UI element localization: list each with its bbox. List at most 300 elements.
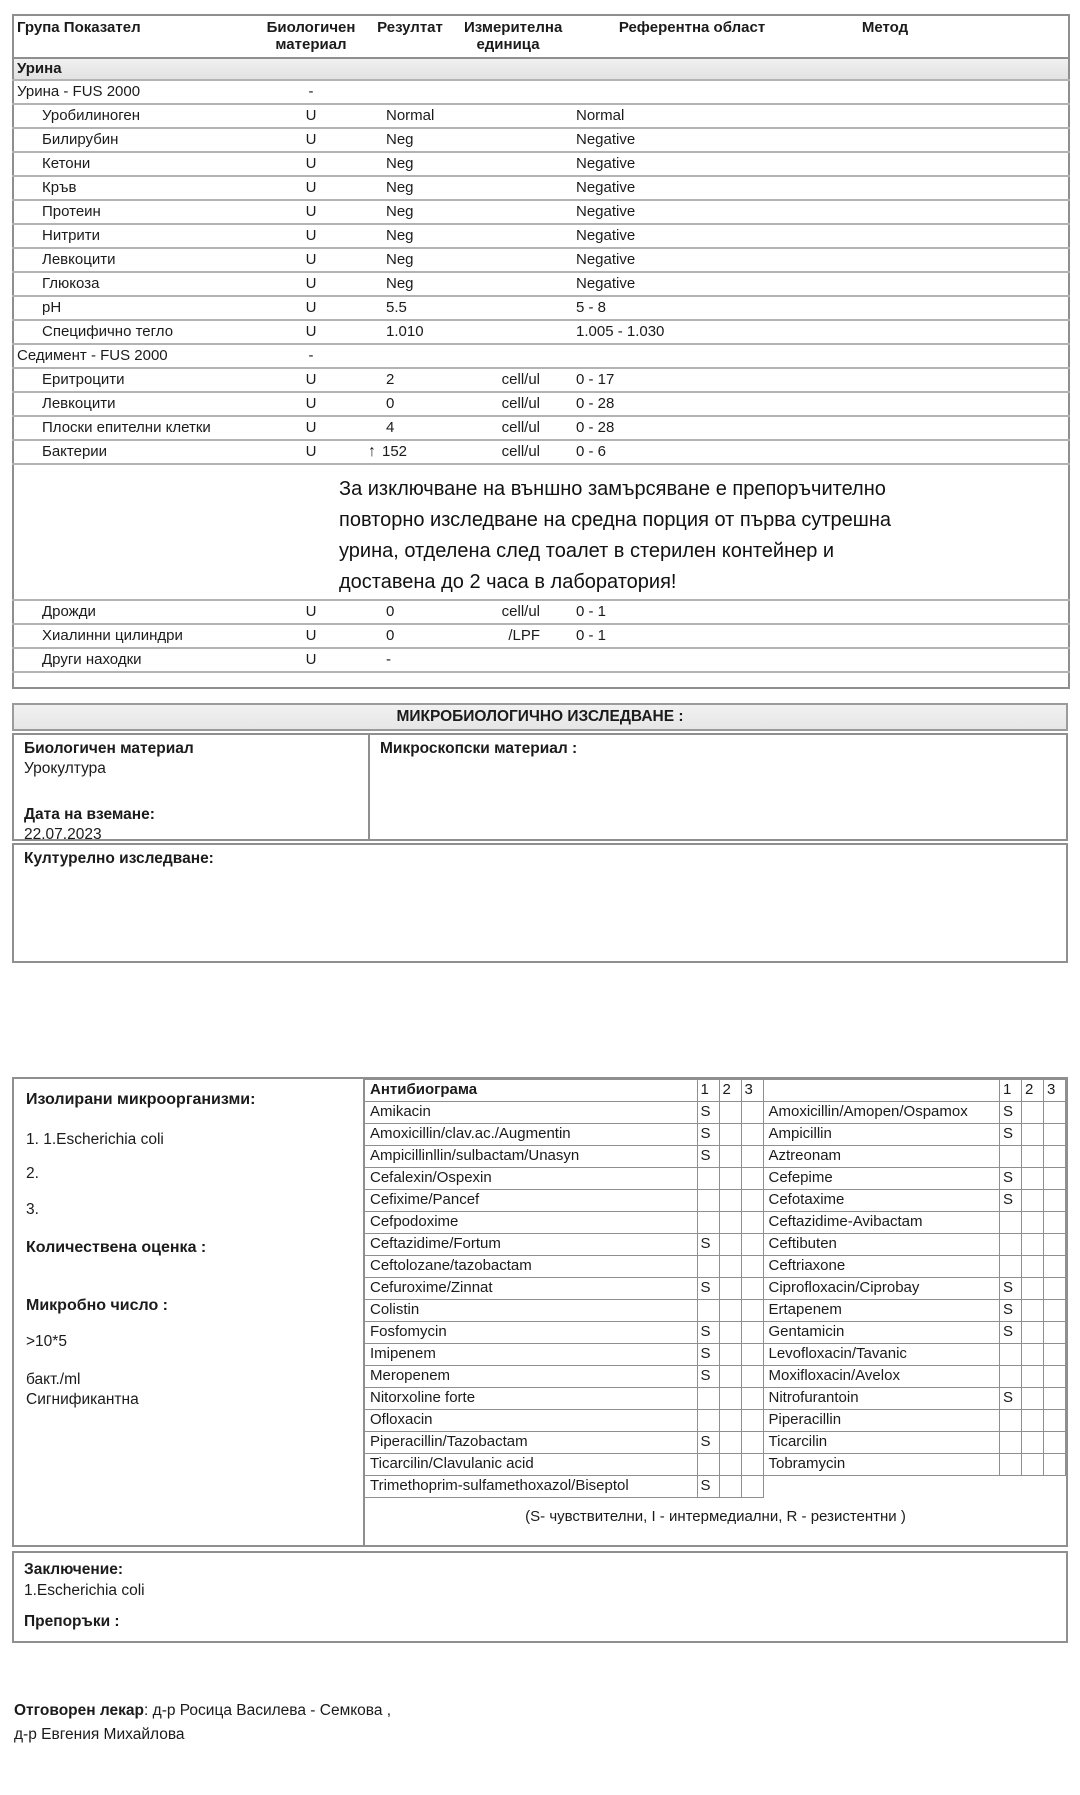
antibiotic-name: Cefalexin/Ospexin [365,1168,697,1190]
antibiotic-name: Ticarcilin/Clavulanic acid [365,1454,697,1476]
method-value [832,128,1069,152]
result-value: 4 [356,416,464,440]
unit-value [464,200,552,224]
reference-range [552,80,832,104]
antibiotic-name: Ofloxacin [365,1410,697,1432]
susceptibility-mark [719,1190,741,1212]
susceptibility-mark [741,1300,763,1322]
susceptibility-mark [697,1168,719,1190]
empty-cell [13,672,1069,688]
result-value: Neg [356,152,464,176]
doctor-names-line1: : д-р Росица Василева - Семкова , [144,1702,392,1719]
antibiotic-name: Ciprofloxacin/Ciprobay [764,1278,1000,1300]
susceptibility-mark [1022,1278,1044,1300]
susceptibility-mark [741,1278,763,1300]
susceptibility-mark [1000,1256,1022,1278]
antibiotic-name: Cefepime [764,1168,1000,1190]
reference-range: 0 - 1 [552,600,832,624]
unit-value [464,344,552,368]
susceptibility-mark: S [1000,1190,1022,1212]
reference-range: Negative [552,248,832,272]
susceptibility-mark: S [697,1234,719,1256]
antibiotic-name: Amoxicillin/Amopen/Ospamox [764,1102,1000,1124]
indicator-name: Плоски епителни клетки [13,416,266,440]
indicator-name: Специфично тегло [13,320,266,344]
susceptibility-mark [741,1388,763,1410]
susceptibility-mark [741,1102,763,1124]
susceptibility-mark [697,1388,719,1410]
susceptibility-mark [1022,1124,1044,1146]
reference-range: 0 - 17 [552,368,832,392]
susceptibility-mark [741,1322,763,1344]
biomaterial-value: U [266,176,356,200]
antibiotic-name: Ceftriaxone [764,1256,1000,1278]
susceptibility-mark: S [697,1102,719,1124]
result-value: 0 [356,600,464,624]
urinalysis-row-section [13,58,1069,80]
urinalysis-header-row [13,15,1069,58]
urinalysis-row-param [13,104,1069,128]
susceptibility-mark: S [697,1124,719,1146]
method-value [832,80,1069,104]
indicator-name: Протеин [13,200,266,224]
antibiotic-name: Ceftazidime-Avibactam [764,1212,1000,1234]
antibiogram-header-row [365,1080,763,1102]
result-value: 2 [356,368,464,392]
susceptibility-mark [719,1124,741,1146]
indicator-name: pH [13,296,266,320]
antibiogram-row [365,1344,763,1366]
result-value: Normal [356,104,464,128]
antibiogram-row [365,1410,763,1432]
antibiotic-name: Imipenem [365,1344,697,1366]
doctor-label: Отговорен лекар [14,1702,145,1719]
method-value [832,416,1069,440]
antibiogram-row [365,1278,763,1300]
reference-range: 5 - 8 [552,296,832,320]
antibiotic-name: Cefpodoxime [365,1212,697,1234]
antibiotic-name: Nitorxoline forte [365,1388,697,1410]
antibiotic-name: Ampicillinllin/sulbactam/Unasyn [365,1146,697,1168]
susceptibility-mark [1022,1300,1044,1322]
isolates-panel [14,1079,365,1545]
antibiotic-name: Moxifloxacin/Avelox [764,1366,1000,1388]
isolates-antibiogram-box [12,1077,1068,1547]
susceptibility-mark [1044,1454,1066,1476]
unit-value [464,296,552,320]
susceptibility-mark [1044,1146,1066,1168]
isolate-3: 3. [26,1201,39,1218]
susceptibility-mark [697,1454,719,1476]
antibiotic-name: Trimethoprim-sulfamethoxazol/Biseptol [365,1476,697,1498]
antibiogram-row [365,1168,763,1190]
susceptibility-mark: S [697,1476,719,1498]
susceptibility-mark [1000,1234,1022,1256]
antibiogram-row [365,1212,763,1234]
col-header-result: Резултат [356,15,464,58]
susceptibility-mark [1044,1234,1066,1256]
biomaterial-value: U [266,296,356,320]
urinalysis-row-param [13,176,1069,200]
microbial-count-significance: Сигнификантна [26,1391,139,1408]
antibiogram-row [764,1190,1066,1212]
antibiogram-table-right [764,1079,1067,1476]
biomaterial-value: U [266,624,356,648]
susceptibility-mark [1000,1410,1022,1432]
quantitative-label: Количествена оценка : [26,1239,207,1256]
antibiogram-row [365,1190,763,1212]
antibiotic-name: Ertapenem [764,1300,1000,1322]
indicator-name: Билирубин [13,128,266,152]
biomaterial-value: U [266,200,356,224]
unit-value: cell/ul [464,416,552,440]
susceptibility-mark [741,1212,763,1234]
isolates-label: Изолирани микроорганизми: [26,1091,256,1108]
result-value [356,80,464,104]
antibiogram-row [365,1366,763,1388]
susceptibility-mark [1044,1190,1066,1212]
susceptibility-mark: S [1000,1388,1022,1410]
method-value [832,296,1069,320]
antibiotic-name: Ceftibuten [764,1234,1000,1256]
antibiogram-row [365,1234,763,1256]
unit-value [464,272,552,296]
susceptibility-mark [697,1190,719,1212]
microbial-count-unit: бакт./ml [26,1371,81,1388]
antibiogram-row [764,1124,1066,1146]
urine-note-text: За изключване на външно замърсяване е препоръчително повторно изследване на средна порция от първа сутрешна урина, отделена след тоалет в стерилен контейнер и доставена до 2 часа в лаборатория! [339,478,892,593]
biomaterial-value: U [266,272,356,296]
susceptibility-mark: S [1000,1322,1022,1344]
reference-range: Negative [552,224,832,248]
susceptibility-mark [697,1410,719,1432]
urinalysis-row-param [13,248,1069,272]
culture-label: Културелно изследване: [24,850,214,867]
antibiotic-name: Ceftolozane/tazobactam [365,1256,697,1278]
reference-range [552,648,832,672]
antibiogram-col-header: 2 [1022,1080,1044,1102]
antibiogram-title: Антибиограма [365,1080,697,1102]
susceptibility-mark: S [1000,1278,1022,1300]
microscopy-label: Микроскопски материал : [380,740,578,757]
indicator-name: Седимент - FUS 2000 [13,344,266,368]
biomaterial-value: U [266,152,356,176]
antibiogram-row [365,1124,763,1146]
susceptibility-mark [719,1432,741,1454]
antibiogram-row [365,1256,763,1278]
antibiogram-area [365,1079,1066,1545]
susceptibility-mark: S [1000,1102,1022,1124]
sampling-date-value: 22.07.2023 [24,826,102,843]
doctor-names-line2: д-р Евгения Михайлова [14,1726,185,1743]
antibiogram-row [764,1344,1066,1366]
urinalysis-row-param [13,392,1069,416]
susceptibility-mark [1044,1212,1066,1234]
susceptibility-mark: S [1000,1168,1022,1190]
antibiogram-row [764,1410,1066,1432]
antibiotic-name: Colistin [365,1300,697,1322]
urinalysis-row-group [13,80,1069,104]
col-header-biomaterial: Биологичен материал [266,15,356,58]
susceptibility-mark [1022,1344,1044,1366]
urinalysis-row-param [13,440,1069,464]
susceptibility-mark [697,1256,719,1278]
unit-value [464,224,552,248]
unit-value [464,80,552,104]
reference-range: 0 - 6 [552,440,832,464]
result-value: Neg [356,248,464,272]
biomaterial-value: U [266,368,356,392]
biomaterial-value: U [266,440,356,464]
antibiotic-name: Piperacillin [764,1410,1000,1432]
method-value [832,176,1069,200]
susceptibility-mark [1044,1322,1066,1344]
unit-value: cell/ul [464,368,552,392]
urinalysis-row-param [13,416,1069,440]
result-value: 0 [356,392,464,416]
indicator-name: Левкоцити [13,392,266,416]
susceptibility-mark: S [1000,1124,1022,1146]
urinalysis-row-param [13,200,1069,224]
antibiogram-header-row [764,1080,1066,1102]
method-value [832,320,1069,344]
susceptibility-mark [741,1146,763,1168]
susceptibility-mark [1044,1366,1066,1388]
method-value [832,368,1069,392]
susceptibility-mark [719,1300,741,1322]
susceptibility-mark [719,1476,741,1498]
susceptibility-mark [719,1256,741,1278]
antibiogram-table-left [365,1079,764,1498]
unit-value [464,248,552,272]
antibiotic-name: Meropenem [365,1366,697,1388]
biomaterial-label: Биологичен материал [24,740,194,757]
urinalysis-row-param [13,128,1069,152]
indicator-name: Глюкоза [13,272,266,296]
susceptibility-mark [1044,1432,1066,1454]
antibiogram-row [764,1432,1066,1454]
note-cell [266,464,1069,600]
urinalysis-row-param [13,272,1069,296]
result-value: Neg [356,176,464,200]
antibiogram-row [764,1234,1066,1256]
microbial-count-value: >10*5 [26,1333,67,1350]
susceptibility-mark [1000,1454,1022,1476]
unit-value [464,128,552,152]
unit-value [464,104,552,128]
high-arrow-icon: ↑ [368,443,376,460]
susceptibility-mark: S [1000,1300,1022,1322]
susceptibility-mark [1022,1190,1044,1212]
antibiotic-name: Aztreonam [764,1146,1000,1168]
antibiotic-name: Ticarcilin [764,1432,1000,1454]
susceptibility-mark [1044,1168,1066,1190]
antibiotic-name: Cefixime/Pancef [365,1190,697,1212]
microbial-count-label: Микробно число : [26,1297,169,1314]
susceptibility-mark [719,1102,741,1124]
antibiogram-row [764,1300,1066,1322]
susceptibility-mark [719,1388,741,1410]
unit-value [464,152,552,176]
susceptibility-mark [741,1454,763,1476]
method-value [832,648,1069,672]
unit-value [464,176,552,200]
sampling-date-label: Дата на вземане: [24,806,155,823]
method-value [832,152,1069,176]
susceptibility-mark [1044,1300,1066,1322]
reference-range: Negative [552,128,832,152]
method-value [832,104,1069,128]
susceptibility-mark [719,1454,741,1476]
susceptibility-mark [719,1344,741,1366]
urinalysis-row-group [13,344,1069,368]
susceptibility-mark [741,1168,763,1190]
urinalysis-table [12,14,1070,689]
susceptibility-mark: S [697,1344,719,1366]
susceptibility-mark [1044,1388,1066,1410]
susceptibility-mark [1044,1102,1066,1124]
susceptibility-mark [741,1410,763,1432]
reference-range: Negative [552,200,832,224]
antibiotic-name: Fosfomycin [365,1322,697,1344]
antibiotic-name: Cefotaxime [764,1190,1000,1212]
col-header-method: Метод [832,15,1069,58]
antibiotic-name: Tobramycin [764,1454,1000,1476]
col-header-group-indicator: Група Показател [13,15,266,58]
reference-range: Normal [552,104,832,128]
susceptibility-mark [1022,1256,1044,1278]
method-value [832,344,1069,368]
conclusion-label: Заключение: [24,1561,124,1578]
antibiogram-col-header: 1 [697,1080,719,1102]
susceptibility-mark: S [697,1432,719,1454]
unit-value: cell/ul [464,440,552,464]
susceptibility-mark [1000,1432,1022,1454]
spacer [0,963,1080,1075]
urinalysis-row-param [13,152,1069,176]
conclusion-box [12,1551,1068,1643]
antibiogram-row [764,1366,1066,1388]
indicator-name: Еритроцити [13,368,266,392]
result-value: 5.5 [356,296,464,320]
recommendations-label: Препоръки : [24,1613,120,1630]
susceptibility-mark: S [697,1278,719,1300]
susceptibility-mark [1022,1234,1044,1256]
method-value [832,200,1069,224]
reference-range: 0 - 28 [552,392,832,416]
method-value [832,440,1069,464]
susceptibility-mark [719,1234,741,1256]
susceptibility-mark [741,1190,763,1212]
susceptibility-mark: S [697,1322,719,1344]
susceptibility-mark [719,1168,741,1190]
urinalysis-row-param [13,296,1069,320]
antibiogram-col-header: 1 [1000,1080,1022,1102]
susceptibility-mark [1000,1366,1022,1388]
result-value: 0 [356,624,464,648]
unit-value [464,320,552,344]
biomaterial-value: U [266,104,356,128]
antibiogram-row [365,1102,763,1124]
result-value: ↑ 152 [356,440,464,464]
susceptibility-mark [697,1212,719,1234]
antibiogram-title [764,1080,1000,1102]
isolate-2: 2. [26,1165,39,1182]
result-value [356,344,464,368]
indicator-name: Хиалинни цилиндри [13,624,266,648]
method-value [832,224,1069,248]
urinalysis-row-param [13,320,1069,344]
reference-range: 1.005 - 1.030 [552,320,832,344]
indicator-name: Кетони [13,152,266,176]
antibiotic-name: Levofloxacin/Tavanic [764,1344,1000,1366]
col-header-unit: Измерителна единица [464,15,552,58]
reference-range: Negative [552,272,832,296]
section-label: Урина [13,58,1069,80]
susceptibility-mark [1022,1322,1044,1344]
antibiotic-name: Nitrofurantoin [764,1388,1000,1410]
susceptibility-mark [1022,1410,1044,1432]
antibiogram-row [365,1476,763,1498]
susceptibility-mark [741,1234,763,1256]
susceptibility-mark [741,1476,763,1498]
microbiology-material-box [12,733,1068,841]
biomaterial-value: Урокултура [24,760,106,777]
biomaterial-value: U [266,600,356,624]
result-value: 1.010 [356,320,464,344]
antibiogram-row [764,1388,1066,1410]
biomaterial-value: U [266,128,356,152]
isolate-1: 1. 1.Escherichia coli [26,1131,164,1148]
susceptibility-mark [1044,1344,1066,1366]
indicator-name: Урина - FUS 2000 [13,80,266,104]
antibiotic-name: Gentamicin [764,1322,1000,1344]
result-value: Neg [356,200,464,224]
susceptibility-mark [741,1256,763,1278]
unit-value [464,648,552,672]
urinalysis-row-param [13,224,1069,248]
urinalysis-row-param [13,600,1069,624]
urinalysis-row-param [13,368,1069,392]
biomaterial-value: U [266,224,356,248]
susceptibility-mark [1022,1212,1044,1234]
antibiogram-row [365,1432,763,1454]
susceptibility-mark: S [697,1366,719,1388]
biomaterial-value: U [266,320,356,344]
urinalysis-row-param [13,648,1069,672]
antibiogram-row [365,1388,763,1410]
result-value: Neg [356,224,464,248]
reference-range [552,344,832,368]
antibiotic-name: Ampicillin [764,1124,1000,1146]
antibiogram-col-header: 3 [1044,1080,1066,1102]
antibiogram-row [764,1212,1066,1234]
indicator-name: Левкоцити [13,248,266,272]
note-empty-cell [13,464,266,600]
antibiotic-name: Amoxicillin/clav.ac./Augmentin [365,1124,697,1146]
susceptibility-mark [1000,1146,1022,1168]
antibiotic-name: Cefuroxime/Zinnat [365,1278,697,1300]
susceptibility-mark [1044,1278,1066,1300]
method-value [832,624,1069,648]
susceptibility-mark [741,1366,763,1388]
indicator-name: Други находки [13,648,266,672]
susceptibility-mark [741,1344,763,1366]
antibiogram-row [764,1256,1066,1278]
biomaterial-value: - [266,80,356,104]
unit-value: cell/ul [464,600,552,624]
susceptibility-mark [1022,1388,1044,1410]
